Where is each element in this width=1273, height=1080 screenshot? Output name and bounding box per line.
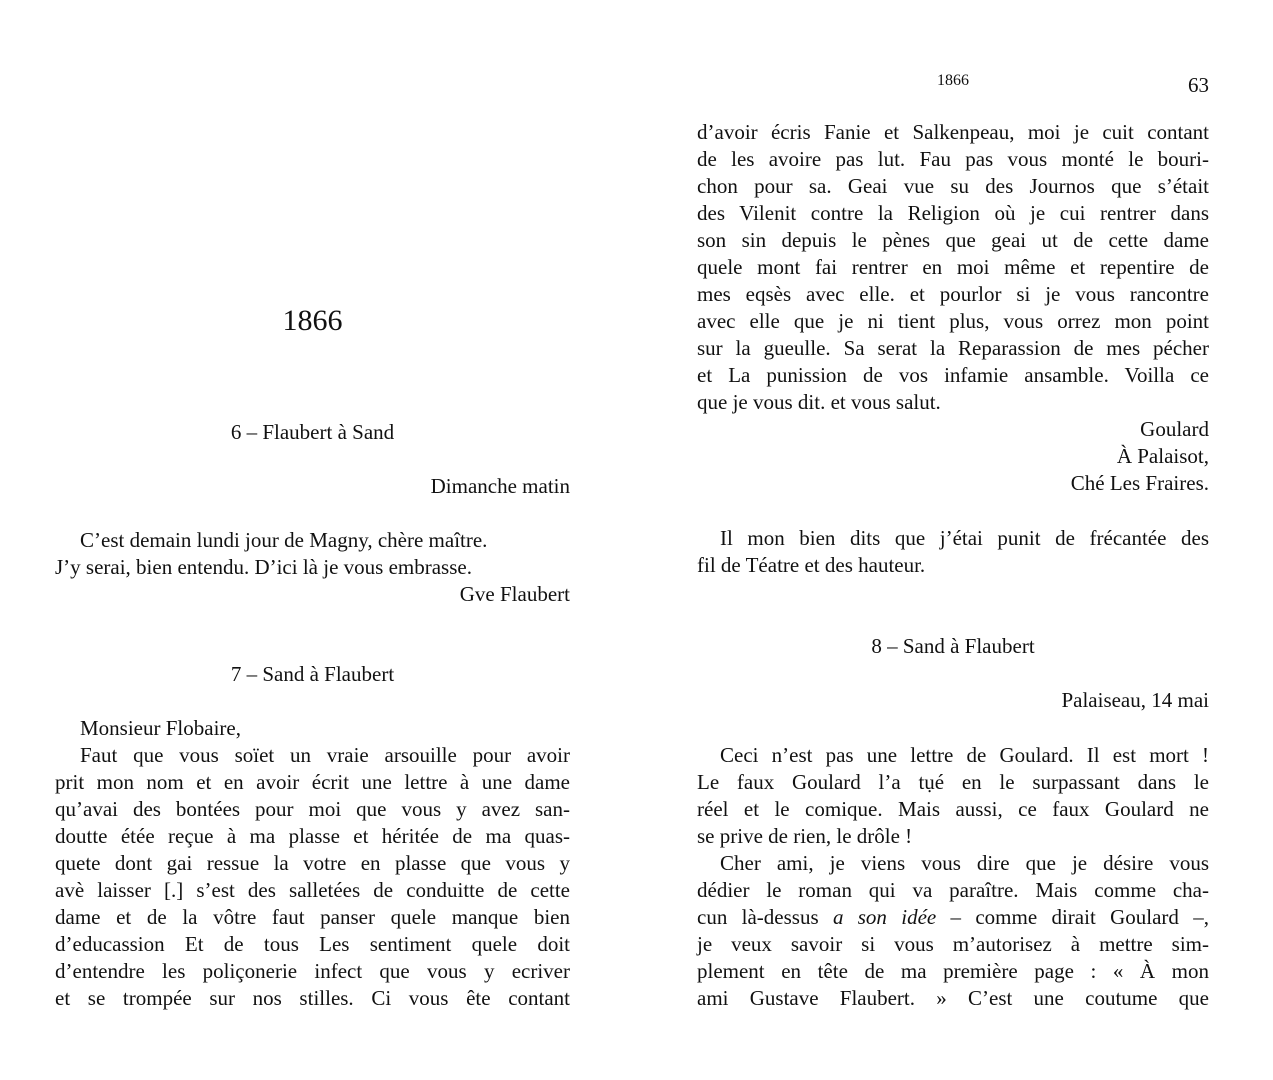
letter-7-signature: Goulard (1140, 417, 1209, 441)
text-line: et se trompée sur nos stilles. Ci vous ête contant (55, 986, 570, 1010)
text-line: mes eqsès avec elle. et pourlor si je vous rancontre (697, 282, 1209, 306)
text-line: chon pour sa. Geai vue su des Journos que s’était (697, 174, 1209, 198)
letter-7-signature-place: À Palaisot, (1116, 444, 1209, 468)
text-line: de les avoire pas lut. Fau pas vous monté le bouri- (697, 147, 1209, 171)
text-line: réel et le comique. Mais aussi, ce faux Goulard ne (697, 797, 1209, 821)
year-heading: 1866 (282, 304, 343, 337)
postscript-line: Il mon bien dits que j’étai punit de frécantée des (720, 526, 1209, 550)
text-line: et La punission de vos infamie ansamble. Voilla ce (697, 363, 1209, 387)
text-line: doutte étée reçue à ma plasse et héritée de ma quas- (55, 824, 570, 848)
text-line: plement en tête de ma première page : « À mon (697, 959, 1209, 983)
text-line: dédier le roman qui va paraître. Mais comme cha- (697, 878, 1209, 902)
letter-7-signature-address: Ché Les Fraires. (1070, 471, 1209, 495)
text-line: que je vous dit. et vous salut. (697, 390, 941, 414)
text-line: avè laisser [.] s’est des salletées de conduitte de cette (55, 878, 570, 902)
text-line: d’educassion Et de tous Les sentiment quele doit (55, 932, 570, 956)
text-line: prit mon nom et en avoir écrit une lettre à une dame (55, 770, 570, 794)
text-span: cun là-dessus (697, 905, 833, 929)
text-line: ami Gustave Flaubert. » C’est une coutume que (697, 986, 1209, 1010)
text-line: Le faux Goulard l’a tụé en le surpassant dans le (697, 770, 1209, 794)
text-span: – comme dirait Goulard –, (936, 905, 1209, 929)
text-line: C’est demain lundi jour de Magny, chère maître. (80, 528, 488, 552)
letter-6-signature: Gve Flaubert (459, 582, 570, 606)
text-line: d’avoir écris Fanie et Salkenpeau, moi je cuit contant (697, 120, 1209, 144)
letter-8-heading: 8 – Sand à Flaubert (871, 634, 1035, 658)
text-line: se prive de rien, le drôle ! (697, 824, 913, 848)
page-number: 63 (1188, 73, 1209, 97)
text-line: Ceci n’est pas une lettre de Goulard. Il est mort ! (720, 743, 1209, 767)
text-line: des Vilenit contre la Religion où je cui rentrer dans (697, 201, 1209, 225)
letter-6-heading: 6 – Flaubert à Sand (230, 420, 395, 444)
running-head: 1866 (937, 72, 969, 89)
text-line: son sin depuis le pènes que geai ut de cette dame (697, 228, 1209, 252)
postscript-line: fil de Téatre et des hauteur. (697, 553, 926, 577)
text-line: avec elle que je ni tient plus, vous orrez mon point (697, 309, 1209, 333)
letter-7-salutation: Monsieur Flobaire, (80, 716, 241, 740)
text-line: sur la gueulle. Sa serat la Reparassion de mes pécher (697, 336, 1209, 360)
text-line: J’y serai, bien entendu. D’ici là je vous embrasse. (55, 555, 472, 579)
text-line: quele mont fai rentrer en moi même et repentire de (697, 255, 1209, 279)
text-line: d’entendre les poliçonerie infect que vous y ecriver (55, 959, 570, 983)
left-page (0, 0, 636, 1080)
text-line: Faut que vous soïet un vraie arsouille pour avoir (80, 743, 570, 767)
text-line: je veux savoir si vous m’autorisez à mettre sim- (697, 932, 1209, 956)
text-line: quete dont gai ressue la votre en plasse que vous y (55, 851, 570, 875)
letter-8-dateline: Palaiseau, 14 mai (1061, 688, 1209, 712)
letter-6-dateline: Dimanche matin (430, 474, 570, 498)
text-line: Cher ami, je viens vous dire que je désire vous (720, 851, 1209, 875)
text-line: qu’avai des bontées pour moi que vous y avez san- (55, 797, 570, 821)
italic-phrase: a son idée (832, 905, 937, 929)
letter-7-heading: 7 – Sand à Flaubert (230, 662, 395, 686)
right-page (636, 0, 1273, 1080)
text-line-with-italic (697, 904, 1209, 931)
text-line: dame et de la vôtre faut panser quele manque bien (55, 905, 570, 929)
